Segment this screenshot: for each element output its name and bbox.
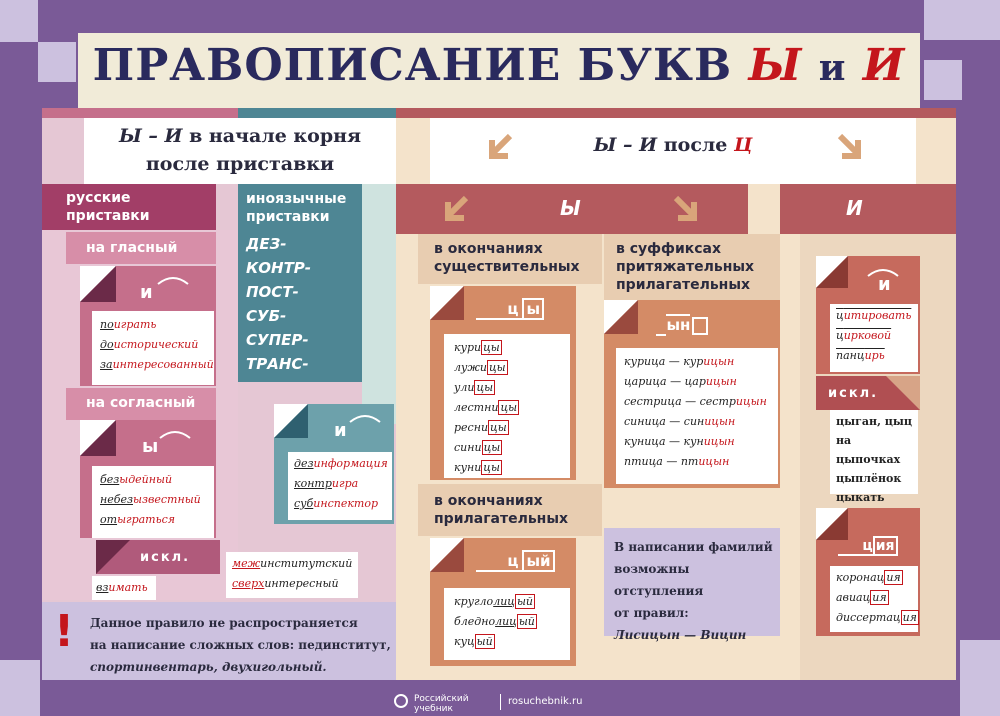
letter-y: ы	[142, 436, 159, 457]
example-word: отыграться	[100, 513, 176, 526]
arrow-icon	[672, 196, 698, 222]
example-word: заинтересованный	[100, 358, 214, 371]
example-word: кури цы	[454, 341, 500, 354]
suffix-head-label: в суффиксах притяжательных прилагательных	[616, 241, 755, 293]
example-word: ресни цы	[454, 421, 507, 434]
example-word: поиграть	[100, 318, 157, 331]
example-word: взимать	[96, 581, 148, 594]
example-word: небезызвестный	[100, 493, 201, 506]
iskl-triangle	[96, 540, 130, 574]
example-word: лужи цы	[454, 361, 506, 374]
footer-logo-icon	[394, 694, 408, 708]
example-word: синица — синицын	[624, 415, 736, 428]
root-arc	[866, 264, 900, 278]
suffix-examples	[616, 348, 778, 484]
ia-examples	[830, 566, 918, 632]
consonant-label: на согласный	[86, 395, 196, 411]
example-word: коронац ия	[836, 571, 901, 584]
i-root-examples	[830, 304, 918, 372]
adj-examples	[444, 588, 570, 660]
example-word: куни цы	[454, 461, 500, 474]
root-arc	[348, 410, 382, 424]
foreign-light	[362, 184, 396, 424]
arrow-icon	[444, 196, 470, 222]
corner-triangle	[816, 508, 848, 540]
iskl-word: на цыпочках	[836, 434, 901, 466]
col-y-label: Ы	[560, 196, 581, 220]
foreign-examples	[288, 452, 392, 520]
prefix-item: КОНТР-	[246, 259, 312, 277]
corner-triangle	[816, 256, 848, 288]
example-word: лестни цы	[454, 401, 518, 414]
example-word: сестрица — сестрицын	[624, 395, 767, 408]
foreign-prefixes	[246, 232, 311, 376]
letter-i: и	[878, 274, 891, 295]
vowel-label: на гласный	[86, 240, 178, 256]
root-arc	[156, 272, 190, 286]
example-word: куница — куницын	[624, 435, 735, 448]
note-mark: !	[54, 606, 75, 657]
suffix-scheme: ын	[656, 316, 708, 335]
prefix-item: ТРАНС-	[246, 355, 309, 373]
example-word: сини цы	[454, 441, 501, 454]
footer-site: rosuchebnik.ru	[508, 696, 583, 707]
example-word: безыдейный	[100, 473, 173, 486]
iskl-words-box	[226, 552, 358, 598]
right-head-stripe	[396, 108, 956, 118]
example-word: сверхинтересный	[232, 577, 339, 590]
iskl-word-box	[92, 576, 156, 600]
deco-square	[0, 0, 38, 42]
consonant-examples	[92, 466, 214, 538]
arrow-icon	[836, 134, 862, 160]
letter-i: и	[334, 420, 347, 441]
example-word: дезинформация	[294, 457, 388, 470]
example-word: межинститутский	[232, 557, 353, 570]
example-word: авиац ия	[836, 591, 887, 604]
corner-triangle	[430, 286, 464, 320]
foreign-label: иноязычные приставки	[246, 191, 347, 225]
surname-note-text: В написании фамилий возможны отступления от правил: Лисицын — Вицин	[614, 540, 773, 642]
iskl-triangle	[886, 376, 920, 410]
example-word: субинспектор	[294, 497, 379, 510]
deco-square	[38, 42, 76, 82]
iskl-label: искл.	[140, 550, 191, 565]
suffix-scheme: ц ы	[476, 300, 544, 318]
iskl-label: искл.	[828, 386, 879, 401]
deco-square	[924, 60, 962, 100]
iskl-word: цыкать	[836, 491, 885, 504]
noun-end-label: в окончаниях существительных	[434, 241, 580, 275]
example-word: ули цы	[454, 381, 494, 394]
col-i-label: И	[846, 196, 863, 220]
example-word: бледнолиц ый	[454, 615, 535, 628]
prefix-item: ПОСТ-	[246, 283, 299, 301]
root-arc	[158, 426, 192, 440]
iskl-word: цыган, цыц	[836, 415, 913, 428]
corner-triangle	[274, 404, 308, 438]
example-word: птица — птицын	[624, 455, 730, 468]
corner-triangle	[430, 538, 464, 572]
left-heading: Ы – И в начале корня после приставки	[118, 125, 362, 175]
example-word: цирковой	[836, 329, 892, 342]
example-word: царица — царицын	[624, 375, 737, 388]
example-word: курица — курицын	[624, 355, 735, 368]
prefix-item: СУБ-	[246, 307, 287, 325]
example-word: доисторический	[100, 338, 199, 351]
example-word: панцирь	[836, 349, 885, 362]
arrow-icon	[488, 134, 514, 160]
letter-i: и	[140, 282, 153, 303]
adj-end-label: в окончаниях прилагательных	[434, 493, 569, 527]
suffix-scheme: ц ый	[476, 552, 555, 570]
iskl-word: цыплёнок	[836, 472, 902, 485]
i-header	[780, 184, 956, 234]
left-head-stripe	[42, 108, 238, 118]
footer-brand: Российский учебник	[414, 694, 469, 714]
ia-scheme: ц ия	[838, 538, 898, 554]
prefix-item: ДЕЗ-	[246, 235, 287, 253]
example-word: круглолиц ый	[454, 595, 533, 608]
example-word: диссертац ия	[836, 611, 917, 624]
example-word: цитировать	[836, 309, 912, 322]
deco-square	[960, 640, 1000, 716]
example-word: контригра	[294, 477, 359, 490]
corner-triangle	[80, 420, 116, 456]
deco-square	[0, 660, 40, 716]
russian-label: русские приставки	[66, 190, 150, 224]
corner-triangle	[80, 266, 116, 302]
i-iskl-examples	[830, 410, 918, 504]
noun-examples	[444, 334, 570, 478]
deco-square	[924, 0, 1000, 40]
left-head-stripe-teal	[238, 108, 396, 118]
prefix-item: СУПЕР-	[246, 331, 309, 349]
page-title: ПРАВОПИСАНИЕ БУКВ Ы и И	[92, 40, 906, 91]
footer-sep	[500, 694, 501, 710]
right-heading: Ы – И после Ц	[593, 134, 753, 156]
corner-triangle	[604, 300, 638, 334]
vowel-examples	[92, 311, 214, 385]
note-text: Данное правило не распространяется на написание сложных слов: пединститут, спортинвентарь, двухигольный.	[90, 616, 391, 674]
example-word: куц ый	[454, 635, 493, 648]
